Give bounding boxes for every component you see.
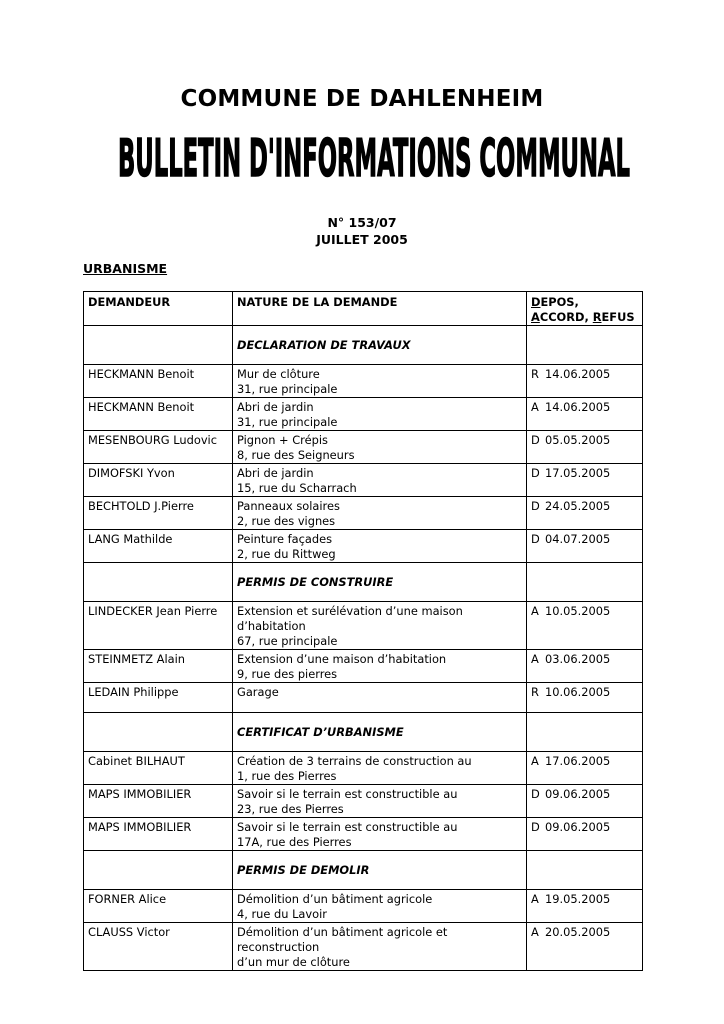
demandeur-cell-text: MAPS IMMOBILIER (88, 787, 192, 801)
nature-line-2: 15, rue du Scharrach (237, 481, 357, 495)
nature-cell (233, 752, 527, 785)
issue-date: JUILLET 2005 (316, 232, 408, 247)
bulletin-banner (118, 126, 630, 190)
col-header-demandeur: DEMANDEUR (84, 292, 233, 326)
category-empty-cell (84, 713, 233, 752)
category-empty-cell (84, 851, 233, 890)
demandeur-cell-text: Cabinet BILHAUT (88, 754, 185, 768)
category-empty-cell (84, 563, 233, 602)
table-row (84, 497, 643, 530)
category-empty-cell (527, 563, 643, 602)
status-date: 10.05.2005 (545, 604, 611, 618)
demandeur-cell (84, 464, 233, 497)
demandeur-cell-text: LEDAIN Philippe (88, 685, 179, 699)
nature-line-2: 31, rue principale (237, 382, 338, 396)
status-code: A (531, 925, 539, 939)
status-date: 17.06.2005 (545, 754, 611, 768)
category-label: CERTIFICAT D’URBANISME (237, 724, 404, 739)
demandeur-cell-text: BECHTOLD J.Pierre (88, 499, 194, 513)
col-header-status (527, 292, 643, 326)
status-date: 14.06.2005 (545, 367, 611, 381)
demandeur-cell (84, 365, 233, 398)
status-date: 09.06.2005 (545, 820, 611, 834)
status-code: D (531, 820, 540, 834)
demandeur-cell-text: HECKMANN Benoit (88, 367, 195, 381)
status-code: D (531, 466, 540, 480)
nature-cell (233, 530, 527, 563)
urbanisme-table (83, 291, 643, 971)
section-title: URBANISME (83, 261, 168, 276)
status-cell (527, 530, 643, 563)
status-code: A (531, 892, 539, 906)
demandeur-cell-text: STEINMETZ Alain (88, 652, 185, 666)
demandeur-cell (84, 890, 233, 923)
col-header-nature: NATURE DE LA DEMANDE (233, 292, 527, 326)
status-date: 14.06.2005 (545, 400, 611, 414)
category-label: PERMIS DE DEMOLIR (237, 862, 370, 877)
demandeur-cell-text: HECKMANN Benoit (88, 400, 195, 414)
status-cell (527, 785, 643, 818)
nature-cell (233, 683, 527, 713)
table-row (84, 398, 643, 431)
status-date: 20.05.2005 (545, 925, 611, 939)
status-cell (527, 818, 643, 851)
nature-line-1: Abri de jardin (237, 466, 314, 480)
status-date: 03.06.2005 (545, 652, 611, 666)
nature-line-2: d’un mur de clôture (237, 955, 350, 969)
table-row (84, 530, 643, 563)
depos-initial: D (531, 295, 541, 309)
status-code: A (531, 604, 539, 618)
refus-initial: R (592, 310, 602, 324)
nature-line-1: Extension d’une maison d’habitation (237, 652, 447, 666)
nature-line-1: Extension et surélévation d’une maison d’habitation (237, 604, 463, 633)
category-row (84, 563, 643, 602)
nature-cell (233, 890, 527, 923)
nature-line-1: Savoir si le terrain est constructible au (237, 820, 458, 834)
status-date: 04.07.2005 (545, 532, 611, 546)
demandeur-cell (84, 530, 233, 563)
demandeur-cell (84, 683, 233, 713)
status-code: A (531, 400, 539, 414)
demandeur-cell-text: MAPS IMMOBILIER (88, 820, 192, 834)
nature-cell (233, 497, 527, 530)
issue-number: N° 153/07 (327, 215, 397, 230)
demandeur-cell (84, 785, 233, 818)
nature-line-1: Mur de clôture (237, 367, 320, 381)
demandeur-cell-text: MESENBOURG Ludovic (88, 433, 217, 447)
nature-line-2: 2, rue du Rittweg (237, 547, 336, 561)
status-cell (527, 923, 643, 971)
table-row (84, 602, 643, 650)
nature-cell (233, 923, 527, 971)
commune-title: COMMUNE DE DAHLENHEIM (180, 86, 544, 112)
nature-line-1: Abri de jardin (237, 400, 314, 414)
demandeur-cell-text: LINDECKER Jean Pierre (88, 604, 218, 618)
nature-cell (233, 602, 527, 650)
table-row (84, 650, 643, 683)
issue-info (0, 214, 724, 248)
category-cell (233, 563, 527, 602)
table-row (84, 890, 643, 923)
nature-line-2: 9, rue des pierres (237, 667, 338, 681)
nature-line-2: 4, rue du Lavoir (237, 907, 327, 921)
nature-line-1: Démolition d’un bâtiment agricole (237, 892, 433, 906)
nature-cell (233, 650, 527, 683)
nature-line-1: Garage (237, 685, 279, 699)
category-row (84, 851, 643, 890)
bulletin-banner-text: BULLETIN D'INFORMATIONS COMMUNAL (118, 129, 630, 189)
nature-line-1: Création de 3 terrains de construction au (237, 754, 472, 768)
status-cell (527, 602, 643, 650)
status-code: D (531, 433, 540, 447)
status-cell (527, 398, 643, 431)
category-cell (233, 326, 527, 365)
status-code: A (531, 652, 539, 666)
demandeur-cell-text: DIMOFSKI Yvon (88, 466, 175, 480)
nature-line-1: Panneaux solaires (237, 499, 340, 513)
depos-rest: EPOS, (540, 295, 579, 309)
table-body (84, 326, 643, 971)
demandeur-cell (84, 752, 233, 785)
demandeur-cell (84, 497, 233, 530)
table-row (84, 923, 643, 971)
status-cell (527, 650, 643, 683)
demandeur-cell (84, 650, 233, 683)
status-date: 17.05.2005 (545, 466, 611, 480)
demandeur-cell-text: CLAUSS Victor (88, 925, 170, 939)
accord-rest: CCORD, (539, 310, 593, 324)
status-date: 05.05.2005 (545, 433, 611, 447)
category-row (84, 326, 643, 365)
nature-cell (233, 818, 527, 851)
status-code: D (531, 499, 540, 513)
nature-line-2: 67, rue principale (237, 634, 338, 648)
nature-line-2: 8, rue des Seigneurs (237, 448, 355, 462)
status-date: 24.05.2005 (545, 499, 611, 513)
accord-initial: A (531, 310, 540, 324)
table-row (84, 365, 643, 398)
nature-line-2: 17A, rue des Pierres (237, 835, 352, 849)
status-date: 19.05.2005 (545, 892, 611, 906)
nature-cell (233, 464, 527, 497)
nature-line-2: 1, rue des Pierres (237, 769, 337, 783)
category-row (84, 713, 643, 752)
category-cell (233, 851, 527, 890)
category-empty-cell (527, 851, 643, 890)
nature-cell (233, 431, 527, 464)
demandeur-cell (84, 923, 233, 971)
demandeur-cell (84, 602, 233, 650)
demandeur-cell-text: LANG Mathilde (88, 532, 173, 546)
table-row (84, 431, 643, 464)
refus-rest: EFUS (601, 310, 635, 324)
demandeur-cell (84, 398, 233, 431)
status-code: R (531, 685, 539, 699)
nature-line-2: 2, rue des vignes (237, 514, 336, 528)
status-cell (527, 431, 643, 464)
category-empty-cell (527, 713, 643, 752)
nature-line-1: Savoir si le terrain est constructible au (237, 787, 458, 801)
table-row (84, 464, 643, 497)
category-label: PERMIS DE CONSTRUIRE (237, 574, 394, 589)
category-cell (233, 713, 527, 752)
demandeur-cell-text: FORNER Alice (88, 892, 167, 906)
table-row (84, 785, 643, 818)
status-date: 09.06.2005 (545, 787, 611, 801)
status-code: A (531, 754, 539, 768)
status-cell (527, 683, 643, 713)
status-code: R (531, 367, 539, 381)
nature-cell (233, 785, 527, 818)
nature-line-2: 23, rue des Pierres (237, 802, 344, 816)
category-empty-cell (84, 326, 233, 365)
status-cell (527, 752, 643, 785)
demandeur-cell (84, 818, 233, 851)
nature-cell (233, 365, 527, 398)
status-cell (527, 464, 643, 497)
table-row (84, 752, 643, 785)
nature-line-2: 31, rue principale (237, 415, 338, 429)
nature-line-1: Démolition d’un bâtiment agricole et reconstruction (237, 925, 448, 954)
table-row (84, 683, 643, 713)
status-cell (527, 890, 643, 923)
status-code: D (531, 787, 540, 801)
status-code: D (531, 532, 540, 546)
category-empty-cell (527, 326, 643, 365)
table-header-row (84, 292, 643, 326)
status-date: 10.06.2005 (545, 685, 611, 699)
nature-cell (233, 398, 527, 431)
status-cell (527, 365, 643, 398)
demandeur-cell (84, 431, 233, 464)
status-cell (527, 497, 643, 530)
nature-line-1: Pignon + Crépis (237, 433, 328, 447)
table-row (84, 818, 643, 851)
category-label: DECLARATION DE TRAVAUX (237, 337, 411, 352)
nature-line-1: Peinture façades (237, 532, 333, 546)
